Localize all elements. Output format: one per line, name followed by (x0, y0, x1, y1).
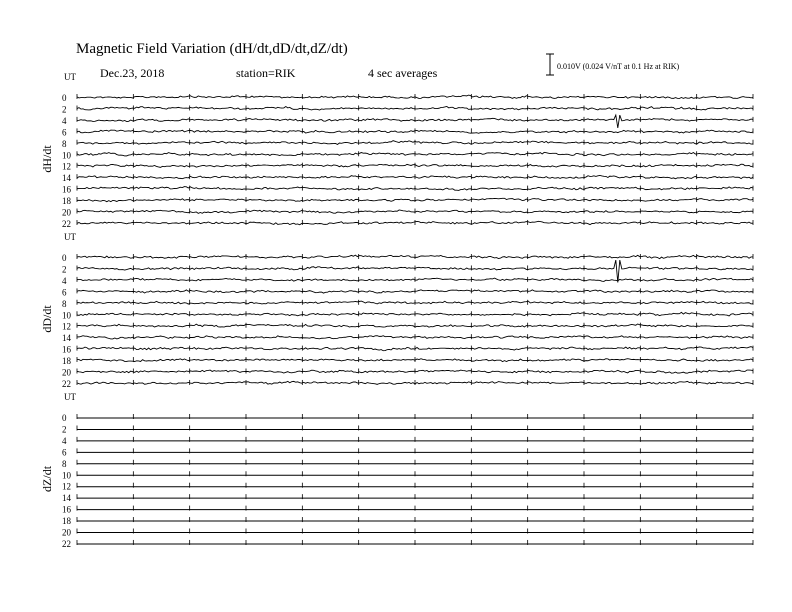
hour-label: 4 (62, 115, 67, 126)
hour-label: 16 (62, 184, 71, 195)
ut-label: UT (64, 232, 76, 242)
hour-label: 16 (62, 344, 71, 355)
hour-label: 10 (62, 470, 71, 481)
hour-label: 6 (62, 127, 67, 138)
hour-label: 8 (62, 138, 67, 149)
panel-dh-dt (40, 72, 753, 229)
panel-label: dD/dt (40, 305, 54, 333)
hour-label: 0 (62, 253, 67, 263)
hour-label: 2 (62, 104, 67, 115)
hour-label: 20 (62, 207, 71, 218)
hour-label: 16 (62, 504, 71, 515)
hour-label: 12 (62, 321, 71, 332)
chart-averaging: 4 sec averages (368, 66, 438, 80)
scale-label: 0.010V (0.024 V/nT at 0.1 Hz at RIK) (557, 62, 680, 71)
hour-label: 14 (62, 493, 71, 504)
chart-station: station=RIK (236, 66, 296, 80)
hour-label: 22 (62, 218, 71, 229)
hour-label: 22 (62, 378, 71, 389)
hour-label: 18 (62, 196, 71, 207)
chart-title: Magnetic Field Variation (dH/dt,dD/dt,dZ/dt) (76, 41, 348, 57)
hour-label: 14 (62, 173, 71, 184)
panel-label: dH/dt (40, 145, 54, 173)
hour-ticks (77, 209, 753, 214)
hour-ticks (77, 105, 753, 110)
scale-bar (546, 54, 554, 75)
hour-label: 6 (62, 447, 67, 458)
hour-label: 20 (62, 527, 71, 538)
panel-dz-dt (40, 392, 753, 549)
chart-date: Dec.23, 2018 (100, 66, 165, 80)
panel-dd-dt (40, 232, 753, 389)
hour-label: 2 (62, 264, 67, 275)
hour-label: 22 (62, 538, 71, 549)
hour-label: 18 (62, 516, 71, 527)
hour-label: 20 (62, 367, 71, 378)
hour-label: 4 (62, 435, 67, 446)
hour-label: 4 (62, 275, 67, 286)
hour-label: 14 (62, 333, 71, 344)
hour-label: 8 (62, 298, 67, 309)
hour-label: 6 (62, 287, 67, 298)
hour-label: 8 (62, 458, 67, 469)
hour-label: 0 (62, 413, 67, 423)
hour-label: 10 (62, 310, 71, 321)
hour-label: 12 (62, 481, 71, 492)
ut-label: UT (64, 72, 76, 82)
ut-label: UT (64, 392, 76, 402)
hour-label: 18 (62, 356, 71, 367)
hour-label: 12 (62, 161, 71, 172)
hour-ticks (77, 277, 753, 282)
panel-label: dZ/dt (40, 465, 54, 492)
hour-label: 0 (62, 93, 67, 103)
hour-label: 2 (62, 424, 67, 435)
hour-label: 10 (62, 150, 71, 161)
